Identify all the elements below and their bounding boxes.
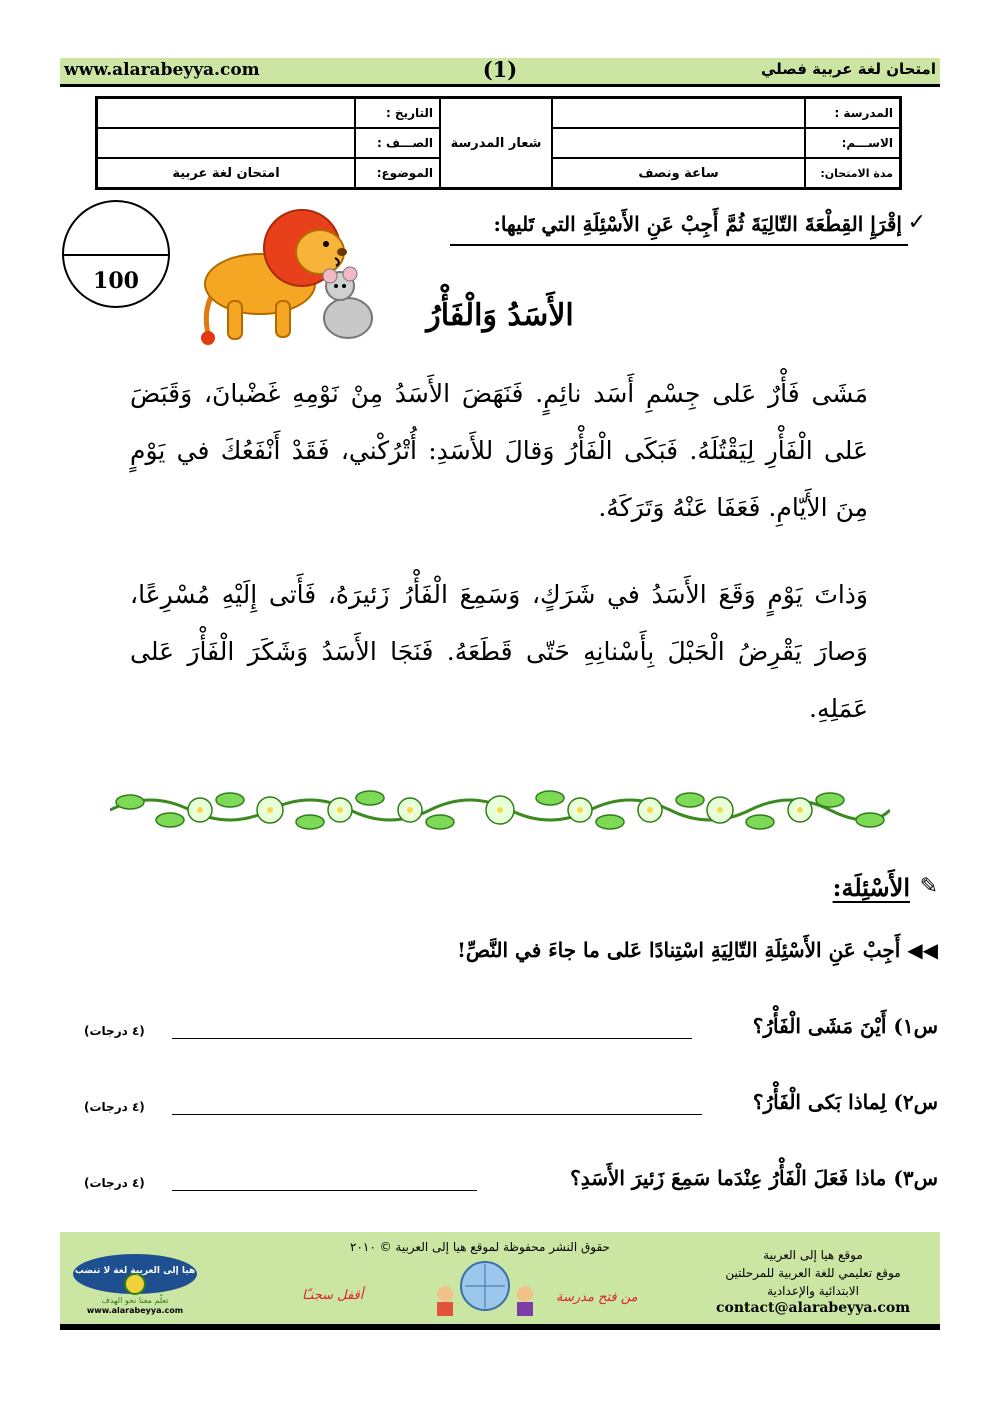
logo-text: هيا إلى العربية لغة لا تنضب bbox=[74, 1266, 196, 1276]
page-number: (1) bbox=[482, 57, 518, 82]
score-divider bbox=[64, 254, 170, 256]
subject-label: الموضوع: bbox=[355, 158, 440, 188]
name-label: الاســـم: bbox=[805, 128, 900, 158]
school-logo-box: شعار المدرسة bbox=[440, 98, 552, 188]
site-desc-1: موقع تعليمي للغة العربية للمرحلتين bbox=[725, 1266, 901, 1280]
questions-heading: الأَسْئِلَة: bbox=[832, 873, 910, 902]
score-circle bbox=[62, 200, 170, 308]
school-field[interactable] bbox=[552, 98, 805, 128]
exam-title: امتحان لغة عربية فصلي bbox=[761, 60, 936, 78]
reading-instruction: إقْرَإِ القِطْعَةَ التّالِيَةَ ثُمَّ أَجِبْ عَنِ الأَسْئِلَةِ التي تَليها: bbox=[493, 212, 902, 236]
pencil-icon: ✎ bbox=[919, 874, 938, 899]
site-desc-2: الابتدائية والإعدادية bbox=[767, 1284, 859, 1298]
contact-email[interactable]: contact@alarabeyya.com bbox=[715, 1300, 911, 1316]
double-arrow-icon: ◀◀ bbox=[907, 938, 938, 962]
school-label: المدرسة : bbox=[805, 98, 900, 128]
logo-url: www.alarabeyya.com bbox=[86, 1306, 184, 1315]
question-number: س٢) bbox=[893, 1090, 938, 1114]
date-label: التاريخ : bbox=[355, 98, 440, 128]
question-text: أَيْنَ مَشَى الْفَأْرُ؟ bbox=[752, 1014, 887, 1038]
question-text: لِماذا بَكى الْفَأْرُ؟ bbox=[752, 1090, 887, 1114]
duration-label: مدة الامتحان: bbox=[805, 158, 900, 188]
duration-value: ساعة ونصف bbox=[552, 158, 805, 188]
logo-subtitle: تعلّم معنا نحو الهدف bbox=[101, 1296, 169, 1305]
question-marks: (٤ درجات) bbox=[84, 1024, 145, 1038]
check-icon: ✓ bbox=[907, 210, 926, 235]
header-divider bbox=[60, 84, 940, 87]
instruction-underline bbox=[450, 244, 908, 246]
subject-value: امتحان لغة عربية bbox=[97, 158, 355, 188]
site-info bbox=[698, 1246, 928, 1300]
class-field[interactable] bbox=[97, 128, 355, 158]
answer-line-2[interactable] bbox=[172, 1114, 702, 1115]
class-label: الصـــف : bbox=[355, 128, 440, 158]
question-number: س٣) bbox=[893, 1166, 938, 1190]
floral-divider bbox=[110, 780, 890, 840]
answer-line-3[interactable] bbox=[172, 1190, 477, 1191]
footer-divider bbox=[60, 1324, 940, 1330]
story-paragraph-2: وَذاتَ يَوْمٍ وَقَعَ الأَسَدُ في شَرَكٍ، وَسَمِعَ الْفَأْرُ زَئيرَهُ، فَأَتى إِلَيْهِ مُسْرِعًا، وَصارَ يَقْرِضُ الْحَبْلَ بِأَسْنانِهِ حَتّى قَطَعَهُ. فَنَجَا الأَسَدُ وَشَكَرَ الْفَأْرَ عَلى عَمَلِهِ. bbox=[130, 580, 868, 723]
score-total: 100 bbox=[93, 268, 139, 294]
site-name: موقع هيا إلى العربية bbox=[763, 1248, 863, 1262]
date-field[interactable] bbox=[97, 98, 355, 128]
site-logo bbox=[70, 1244, 200, 1318]
story-paragraph-1: مَشَى فَأْرٌ عَلى جِسْمِ أَسَد نائِمٍ. فَنَهَضَ الأَسَدُ مِنْ نَوْمِهِ غَضْبانَ، وَقَبَضَ عَلى الْفَأْرِ لِيَقْتُلَهُ. فَبَكَى الْفَأْرُ وَقالَ للأَسَدِ: أُتْرُكْني، فَقَدْ أَنْفَعُكَ في يَوْمٍ مِنَ الأَيّامِ. فَعَفَا عَنْهُ وَتَرَكَهُ. bbox=[130, 379, 869, 522]
info-table bbox=[95, 96, 902, 190]
questions-instruction bbox=[457, 938, 938, 962]
copyright: حقوق النشر محفوظة لموقع هيا إلى العربية © ٢٠١٠ bbox=[350, 1240, 610, 1254]
question-number: س١) bbox=[893, 1014, 938, 1038]
question-1 bbox=[753, 1014, 938, 1038]
question-3 bbox=[570, 1166, 938, 1190]
children-reading-illustration bbox=[420, 1258, 550, 1318]
question-text: ماذا فَعَلَ الْفَأْرُ عِنْدَما سَمِعَ زَئيرَ الأَسَدِ؟ bbox=[570, 1166, 887, 1190]
questions-instruction-text: أَجِبْ عَنِ الأَسْئِلَةِ التّالِيَةِ اسْتِنادًا عَلى ما جاءَ في النَّصِّ! bbox=[457, 938, 901, 962]
answer-line-1[interactable] bbox=[172, 1038, 692, 1039]
question-marks: (٤ درجات) bbox=[84, 1100, 145, 1114]
name-field[interactable] bbox=[552, 128, 805, 158]
question-2 bbox=[753, 1090, 938, 1114]
slogan-2: أقفل سجنـًا bbox=[302, 1288, 364, 1303]
lion-mouse-illustration bbox=[190, 206, 390, 356]
story-title: الأَسَدُ وَالْفَأْرُ bbox=[426, 298, 574, 333]
slogan-1: من فتح مدرسة bbox=[556, 1290, 638, 1305]
question-marks: (٤ درجات) bbox=[84, 1176, 145, 1190]
site-url: www.alarabeyya.com bbox=[64, 60, 260, 80]
